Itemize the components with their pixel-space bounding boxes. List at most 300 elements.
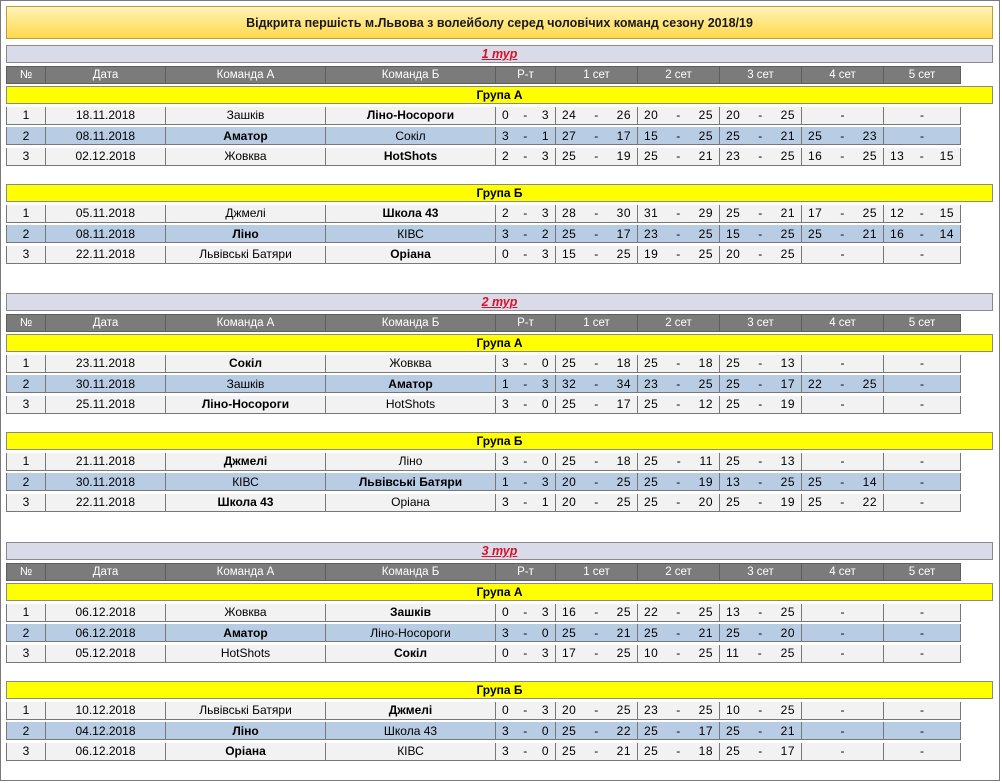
group-label: Група Б [476,683,523,697]
set-5-empty: - [884,375,961,393]
header-number: № [6,66,46,84]
score-right: 17 [780,376,795,391]
score-left: 23 [644,376,659,391]
match-date: 30.11.2018 [46,375,166,393]
set-4-score [802,127,884,145]
header-team-b: Команда Б [326,314,496,332]
match-row [6,494,993,512]
score-right: 3 [541,149,549,163]
set-3-score [720,645,802,663]
set-5-empty: - [884,453,961,471]
set-3-score [720,396,802,414]
header-set-1: 1 сет [556,314,638,332]
match-row [6,205,993,223]
score-pair [638,108,719,122]
score-left: 25 [644,397,659,411]
score-separator: - [676,605,681,619]
group-label: Група А [476,336,523,350]
score-right: 13 [780,356,795,370]
header-set-5: 5 сет [884,563,961,581]
score-pair [720,247,801,261]
match-number: 1 [6,205,46,223]
score-separator: - [758,605,763,619]
score-separator: - [523,397,528,411]
team-a: Ліно [166,722,326,740]
set-2-score [638,225,720,243]
match-row [6,246,993,264]
score-left: 16 [562,605,577,619]
score-left: 3 [502,625,510,640]
score-pair [638,744,719,758]
score-separator: - [594,397,599,411]
score-pair [496,356,555,370]
score-separator: - [676,247,681,261]
header-team-a: Команда А [166,563,326,581]
score-left: 31 [644,206,659,220]
set-1-score [556,148,638,166]
set-1-score [556,225,638,243]
team-b: HotShots [326,148,496,166]
score-pair [496,724,555,738]
score-right: 3 [541,247,549,261]
score-right: 25 [780,149,795,163]
score-left: 2 [502,149,510,163]
header-number: № [6,314,46,332]
score-separator: - [840,128,845,143]
match-date: 06.12.2018 [46,624,166,642]
score-left: 13 [726,605,741,619]
set-3-score [720,604,802,622]
match-result [496,396,556,414]
match-date: 22.11.2018 [46,246,166,264]
header-set-4: 4 сет [802,66,884,84]
score-pair [638,397,719,411]
score-pair [556,605,637,619]
score-separator: - [594,206,599,220]
score-separator: - [758,495,763,509]
team-b: КІВС [326,743,496,761]
set-1-score [556,375,638,393]
score-separator: - [523,723,528,738]
score-left: 3 [502,744,510,758]
score-right: 17 [698,723,713,738]
match-row [6,453,993,471]
set-5-empty: - [884,473,961,491]
score-right: 25 [698,226,713,241]
score-left: 3 [502,495,510,509]
match-date: 21.11.2018 [46,453,166,471]
score-right: 0 [541,744,549,758]
match-number: 3 [6,645,46,663]
team-b: Зашків [326,604,496,622]
match-date: 05.12.2018 [46,645,166,663]
score-right: 25 [698,247,713,261]
score-pair [556,247,637,261]
score-pair [638,227,719,241]
set-1-score [556,494,638,512]
header-team-b: Команда Б [326,66,496,84]
score-separator: - [758,128,763,143]
team-b: Ліно [326,453,496,471]
match-result [496,743,556,761]
score-right: 12 [698,397,713,411]
score-left: 25 [726,723,741,738]
score-left: 10 [726,703,741,717]
score-separator: - [594,723,599,738]
score-left: 25 [644,474,659,489]
score-pair [556,227,637,241]
set-1-score [556,722,638,740]
match-date: 10.12.2018 [46,702,166,720]
score-pair [496,227,555,241]
score-separator: - [523,474,528,489]
score-right: 18 [616,356,631,370]
score-left: 2 [502,206,510,220]
score-separator: - [594,474,599,489]
set-5-score [884,205,961,223]
score-left: 10 [644,646,659,660]
score-right: 18 [698,744,713,758]
score-pair [556,397,637,411]
score-left: 25 [726,206,741,220]
header-result: Р-т [496,563,556,581]
score-separator: - [594,744,599,758]
score-left: 25 [808,226,823,241]
score-left: 25 [808,474,823,489]
group-header [6,583,993,601]
match-number: 2 [6,225,46,243]
score-right: 21 [862,226,877,241]
match-number: 2 [6,624,46,642]
match-row [6,624,993,642]
score-left: 25 [644,356,659,370]
tour-banner [6,45,993,63]
set-5-empty: - [884,624,961,642]
group-header [6,681,993,699]
set-3-score [720,148,802,166]
score-right: 25 [616,703,631,717]
set-4-empty: - [802,624,884,642]
team-b: Сокіл [326,645,496,663]
team-b: HotShots [326,396,496,414]
tour-banner [6,542,993,560]
page-title: Відкрита першість м.Львова з волейболу серед чоловічих команд сезону 2018/19 [6,6,993,39]
team-a: Ліно-Носороги [166,396,326,414]
score-left: 25 [644,495,659,509]
match-number: 2 [6,375,46,393]
team-b: Жовква [326,355,496,373]
score-separator: - [840,474,845,489]
set-4-empty: - [802,355,884,373]
header-set-5: 5 сет [884,66,961,84]
score-left: 0 [502,605,510,619]
score-right: 0 [541,356,549,370]
set-2-score [638,494,720,512]
score-pair [884,227,960,241]
set-4-score [802,473,884,491]
set-2-score [638,375,720,393]
header-set-2: 2 сет [638,563,720,581]
set-2-score [638,396,720,414]
score-separator: - [676,744,681,758]
score-left: 3 [502,128,510,143]
set-1-score [556,396,638,414]
score-pair [720,397,801,411]
score-separator: - [594,454,599,468]
group-label: Група А [476,88,523,102]
score-right: 1 [541,495,549,509]
match-date: 25.11.2018 [46,396,166,414]
match-row [6,396,993,414]
score-left: 25 [562,454,577,468]
score-pair [638,356,719,370]
score-pair [556,149,637,163]
match-date: 23.11.2018 [46,355,166,373]
team-a: Зашків [166,107,326,125]
score-right: 11 [699,454,713,468]
header-set-5: 5 сет [884,314,961,332]
score-right: 13 [780,454,795,468]
team-a: Оріана [166,743,326,761]
score-pair [884,206,960,220]
team-a: Аматор [166,624,326,642]
score-pair [802,149,883,163]
group-header [6,86,993,104]
set-2-score [638,127,720,145]
team-a: Зашків [166,375,326,393]
score-left: 3 [502,356,510,370]
score-separator: - [676,206,681,220]
score-right: 25 [780,605,795,619]
score-separator: - [758,723,763,738]
column-header-row [6,66,993,84]
score-right: 25 [780,646,795,660]
team-b: Оріана [326,246,496,264]
team-a: Львівські Батяри [166,246,326,264]
set-4-score [802,375,884,393]
score-left: 25 [644,149,659,163]
tour-label: 2 тур [481,295,518,309]
header-set-4: 4 сет [802,563,884,581]
set-5-empty: - [884,396,961,414]
score-right: 26 [616,108,631,122]
score-right: 25 [780,703,795,717]
set-2-score [638,246,720,264]
match-date: 02.12.2018 [46,148,166,166]
score-pair [720,475,801,489]
team-a: КІВС [166,473,326,491]
score-left: 20 [562,474,577,489]
set-3-score [720,225,802,243]
tour-label: 1 тур [481,47,518,61]
match-date: 05.11.2018 [46,205,166,223]
set-3-score [720,722,802,740]
match-date: 30.11.2018 [46,473,166,491]
score-right: 21 [616,625,631,640]
score-left: 20 [562,703,577,717]
score-left: 3 [502,454,510,468]
match-result [496,722,556,740]
score-right: 0 [541,454,549,468]
match-number: 3 [6,246,46,264]
set-5-empty: - [884,127,961,145]
score-separator: - [594,703,599,717]
score-left: 25 [726,495,741,509]
score-left: 25 [644,723,659,738]
score-left: 20 [726,247,741,261]
match-result [496,702,556,720]
score-separator: - [758,149,763,163]
score-left: 25 [726,356,741,370]
team-b: Сокіл [326,127,496,145]
set-3-score [720,494,802,512]
score-right: 25 [698,376,713,391]
match-number: 1 [6,702,46,720]
score-separator: - [758,247,763,261]
score-separator: - [676,625,681,640]
score-left: 1 [502,474,510,489]
score-separator: - [676,376,681,391]
set-1-score [556,127,638,145]
score-pair [496,475,555,489]
score-separator: - [758,356,763,370]
score-right: 19 [616,149,631,163]
score-separator: - [840,376,845,391]
set-3-score [720,107,802,125]
set-4-empty: - [802,107,884,125]
score-right: 29 [698,206,713,220]
score-right: 25 [698,605,713,619]
set-3-score [720,127,802,145]
header-set-3: 3 сет [720,314,802,332]
score-separator: - [676,454,682,468]
score-separator: - [594,108,599,122]
match-result [496,246,556,264]
score-pair [638,495,719,509]
score-left: 25 [644,625,659,640]
set-5-empty: - [884,702,961,720]
match-row [6,355,993,373]
set-4-empty: - [802,702,884,720]
header-set-3: 3 сет [720,563,802,581]
set-2-score [638,624,720,642]
match-number: 2 [6,127,46,145]
score-right: 25 [780,247,795,261]
score-right: 23 [862,128,877,143]
team-b: Ліно-Носороги [326,107,496,125]
match-number: 3 [6,494,46,512]
header-date: Дата [46,314,166,332]
set-4-empty: - [802,743,884,761]
match-row [6,702,993,720]
score-left: 3 [502,226,510,241]
set-1-score [556,645,638,663]
score-right: 18 [616,454,631,468]
score-pair [802,495,883,509]
score-right: 25 [616,605,631,619]
score-separator: - [840,495,845,509]
score-right: 17 [616,226,631,241]
score-separator: - [758,108,763,122]
header-date: Дата [46,563,166,581]
score-right: 3 [541,376,549,391]
score-pair [556,724,637,738]
match-result [496,225,556,243]
score-pair [720,605,801,619]
score-pair [556,475,637,489]
set-2-score [638,743,720,761]
set-5-empty: - [884,107,961,125]
score-separator: - [523,247,528,261]
set-3-score [720,743,802,761]
score-right: 25 [862,149,877,163]
score-pair [556,108,637,122]
score-pair [720,108,801,122]
score-left: 25 [726,376,741,391]
set-2-score [638,148,720,166]
score-pair [496,703,555,717]
team-a: Сокіл [166,355,326,373]
score-pair [720,356,801,370]
score-right: 25 [862,376,877,391]
score-right: 25 [698,703,713,717]
score-right: 25 [616,495,631,509]
score-pair [720,377,801,391]
set-1-score [556,246,638,264]
group-header [6,432,993,450]
set-2-score [638,107,720,125]
score-left: 19 [644,247,659,261]
score-pair [720,626,801,640]
score-pair [496,646,555,660]
score-separator: - [594,495,599,509]
score-right: 17 [780,744,795,758]
score-separator: - [840,149,845,163]
score-left: 24 [562,108,577,122]
score-separator: - [676,723,681,738]
score-left: 25 [644,744,659,758]
score-pair [884,149,960,163]
score-right: 30 [616,206,631,220]
match-row [6,148,993,166]
score-pair [638,646,719,660]
score-separator: - [594,376,599,391]
score-pair [556,703,637,717]
header-result: Р-т [496,66,556,84]
match-date: 06.12.2018 [46,604,166,622]
score-right: 25 [780,474,795,489]
set-3-score [720,246,802,264]
score-separator: - [523,646,528,660]
score-pair [802,206,883,220]
score-pair [720,149,801,163]
score-right: 20 [780,625,795,640]
score-separator: - [758,454,763,468]
team-b: Джмелі [326,702,496,720]
score-separator: - [523,356,528,370]
score-left: 25 [644,454,659,468]
score-pair [496,206,555,220]
match-result [496,127,556,145]
score-separator: - [523,108,528,122]
team-a: Джмелі [166,205,326,223]
score-separator: - [840,206,845,220]
match-number: 1 [6,453,46,471]
set-5-empty: - [884,494,961,512]
score-separator: - [594,149,599,163]
score-pair [638,377,719,391]
score-right: 22 [862,495,877,509]
